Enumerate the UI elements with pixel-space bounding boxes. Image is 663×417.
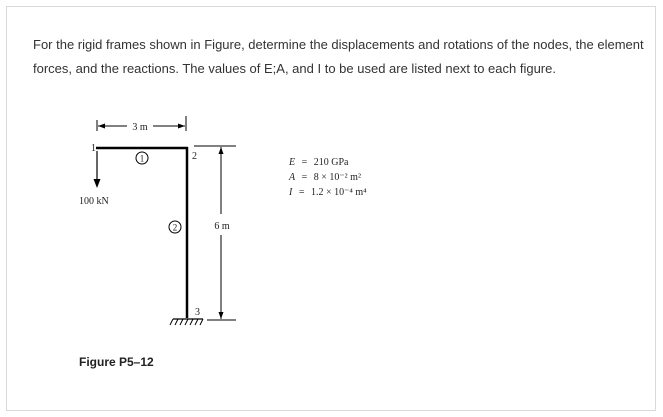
properties-block xyxy=(288,157,367,198)
property-e-value: 210 GPa xyxy=(313,157,349,168)
height-label: 6 m xyxy=(214,221,230,232)
load-label: 100 kN xyxy=(79,196,109,207)
node-label-3: 3 xyxy=(195,307,200,318)
load-arrow xyxy=(94,151,101,188)
figure-caption: Figure P5–12 xyxy=(79,355,154,369)
problem-text: For the rigid frames shown in Figure, determine the displacements and rotations of the nodes, the element forces, and the reactions. The values of E;A, and I to be used are listed next to each figure. xyxy=(33,37,644,76)
element-marker-2 xyxy=(169,221,181,233)
property-a-value: 8 × 10⁻² m² xyxy=(313,172,361,183)
span-dimension xyxy=(97,116,186,133)
property-e-line: E = 210 GPa xyxy=(289,157,349,168)
fixed-support xyxy=(170,319,203,325)
property-e-symbol: E xyxy=(289,157,296,168)
span-label: 3 m xyxy=(132,122,148,133)
element-marker-1 xyxy=(136,152,148,164)
question-card xyxy=(6,6,656,411)
node-label-2: 2 xyxy=(192,151,197,162)
element-label-2: 2 xyxy=(172,222,178,233)
property-a-line: A = 8 × 10⁻² m² xyxy=(289,172,361,183)
property-i-line: I = 1.2 × 10⁻⁴ m⁴ xyxy=(289,187,367,198)
frame-figure xyxy=(7,7,655,410)
property-a-symbol: A xyxy=(289,172,296,183)
property-i-value: 1.2 × 10⁻⁴ m⁴ xyxy=(310,187,367,198)
property-i-symbol: I xyxy=(289,187,293,198)
node-label-1: 1 xyxy=(91,143,96,154)
element-label-1: 1 xyxy=(139,153,145,164)
height-dimension xyxy=(194,146,236,320)
